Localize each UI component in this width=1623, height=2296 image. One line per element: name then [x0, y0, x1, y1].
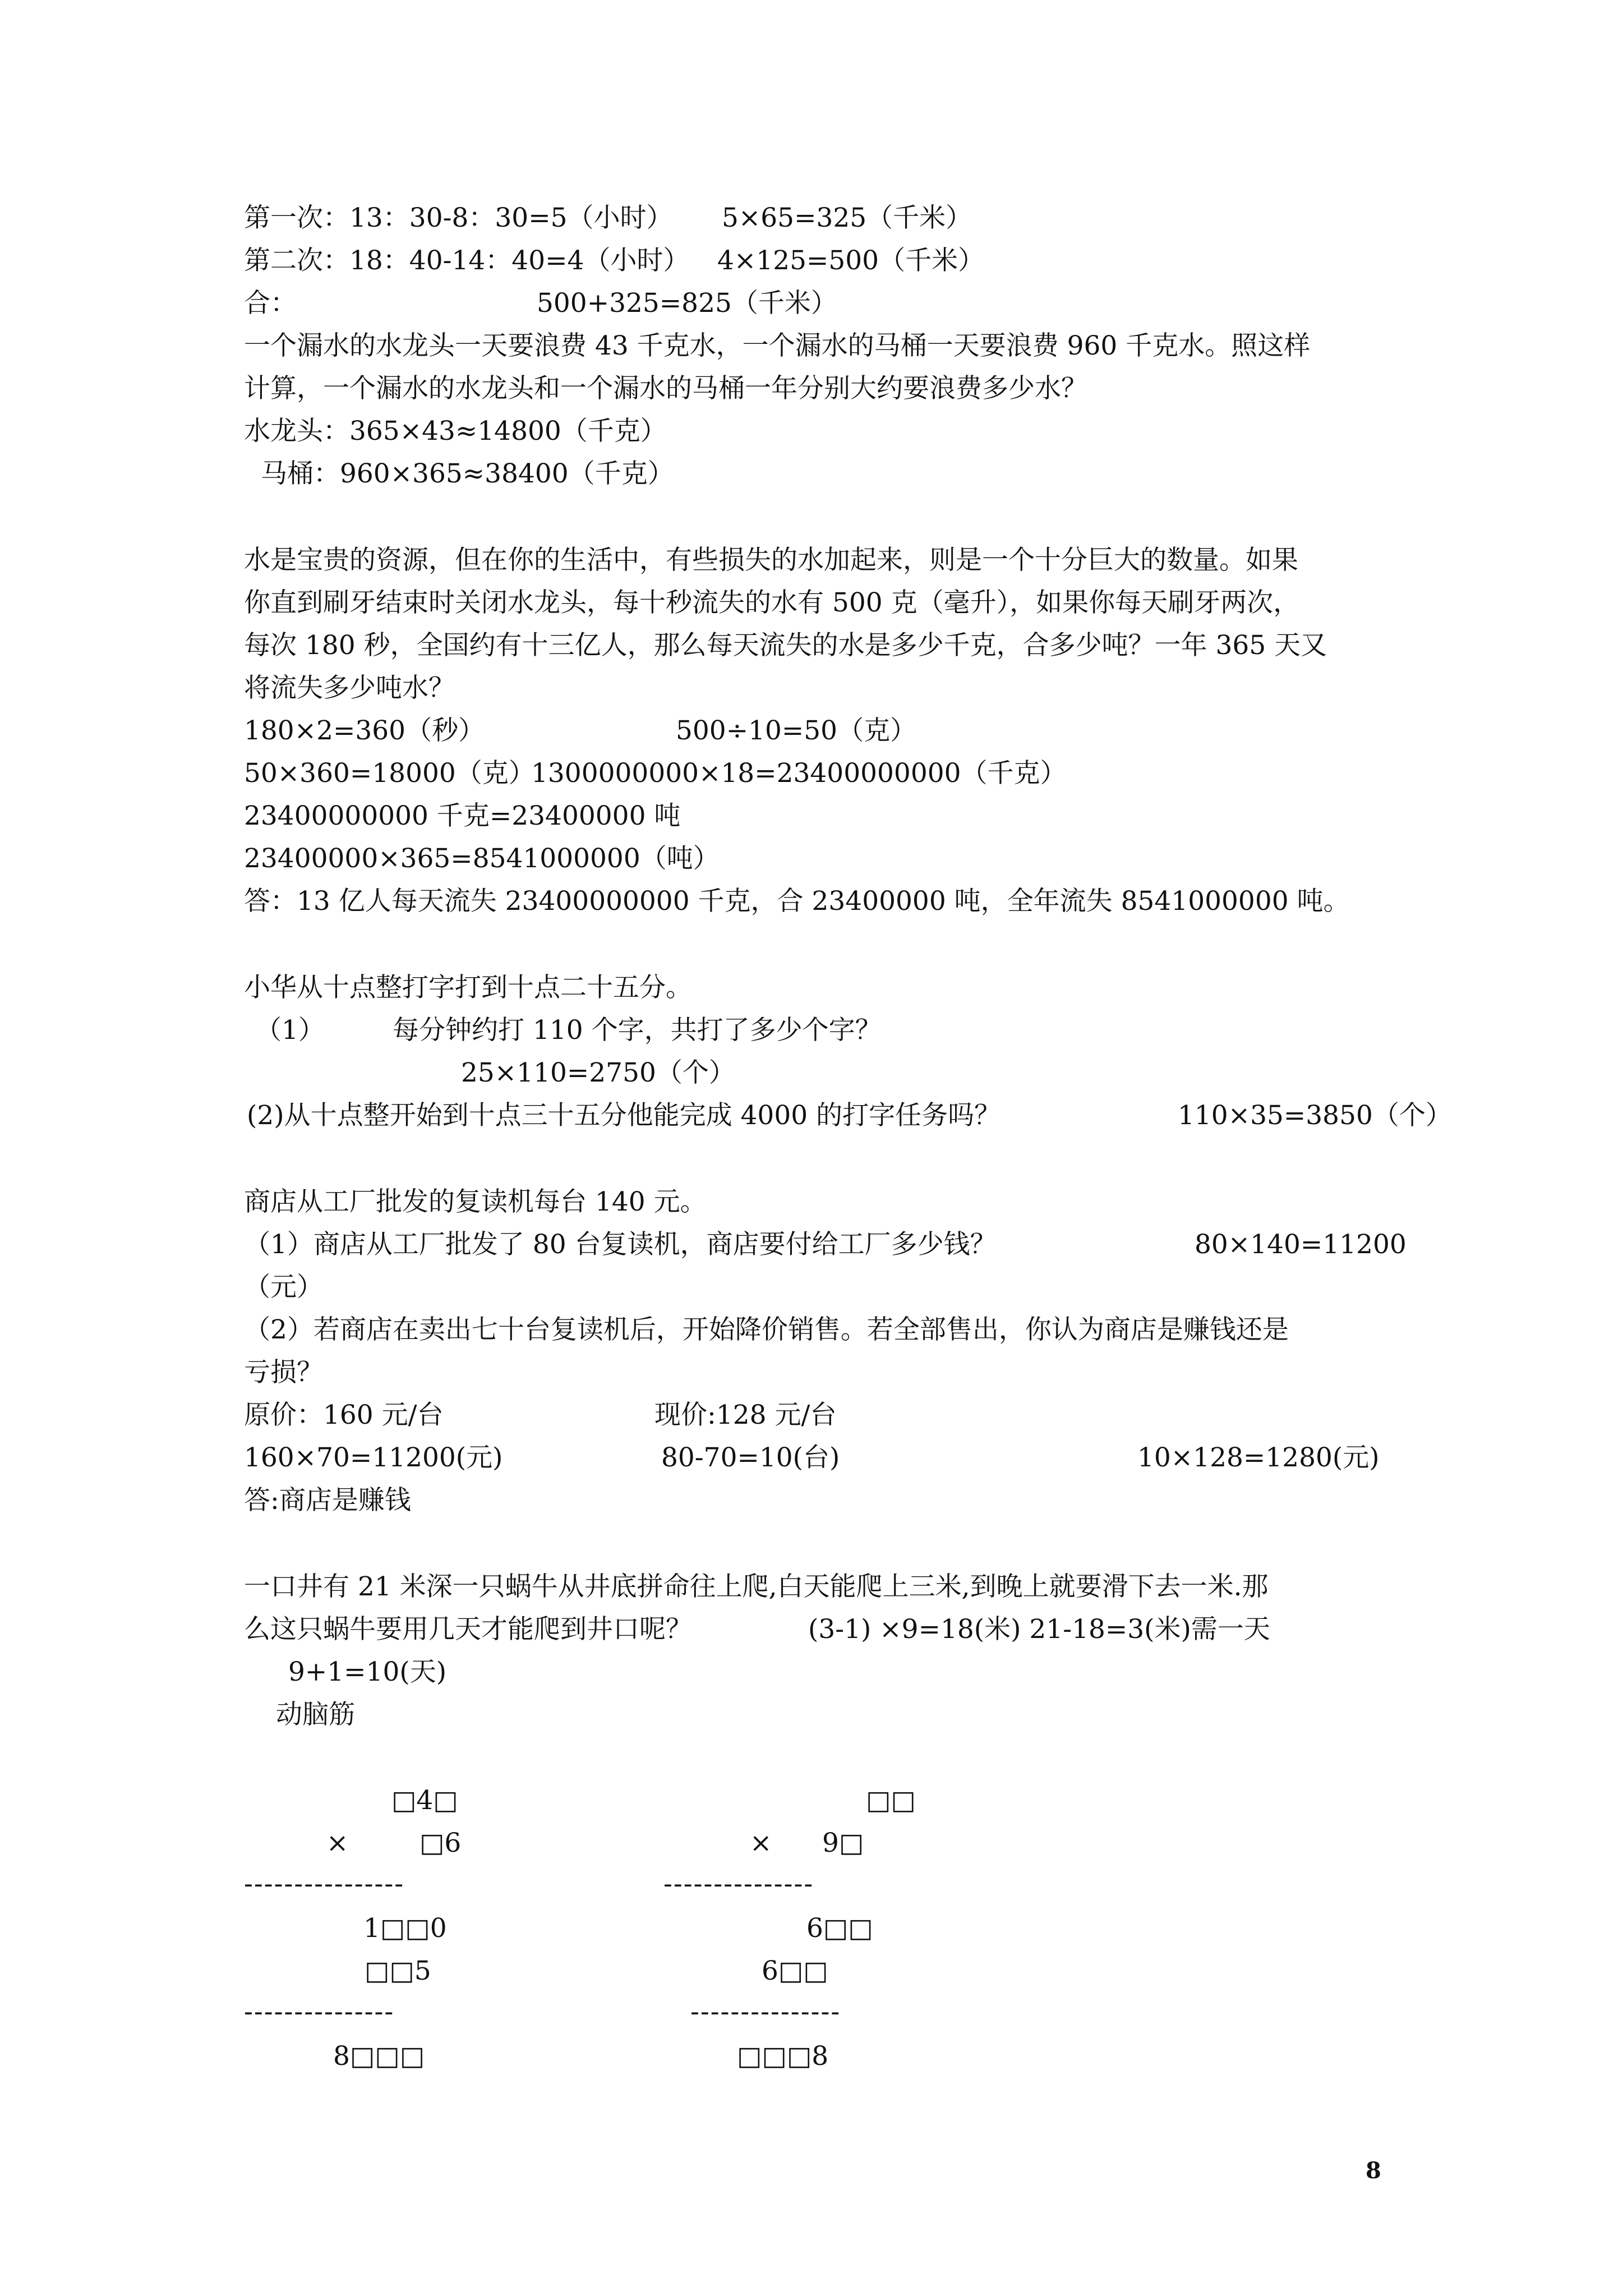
- puzzle-left-partial-1: 1□□0: [363, 1913, 447, 1944]
- puzzle-left-multiplier: □6: [419, 1828, 462, 1858]
- snail-calc: (3-1) ×9=18(米) 21-18=3(米)需一天: [808, 1614, 1270, 1645]
- trip-first-calc: 5×65=325（千米）: [722, 203, 972, 233]
- water-calc-grams-per-second: 500÷10=50（克）: [676, 715, 917, 746]
- water-question-line-1: 水是宝贵的资源，但在你的生活中，有些损失的水加起来，则是一个十分巨大的数量。如果: [244, 545, 1298, 576]
- water-question-line-2: 你直到刷牙结束时关闭水龙头，每十秒流失的水有 500 克（毫升），如果你每天刷牙两次，: [244, 587, 1300, 618]
- leak-question-line-1: 一个漏水的水龙头一天要浪费 43 千克水，一个漏水的马桶一天要浪费 960 千克水。照这样: [244, 330, 1311, 361]
- typing-q1-number: （1）: [255, 1015, 325, 1046]
- store-q1-text: （1）商店从工厂批发了 80 台复读机，商店要付给工厂多少钱？: [244, 1229, 997, 1260]
- trip-total-label: 合：: [244, 288, 297, 319]
- water-calc-tons: 23400000000 千克=23400000 吨: [244, 800, 681, 831]
- trip-second-calc: 4×125=500（千米）: [717, 245, 985, 276]
- leak-toilet-answer: 马桶：960×365≈38400（千克）: [261, 458, 674, 489]
- store-q1-unit: （元）: [244, 1272, 323, 1303]
- puzzle-right-multiplier: 9□: [822, 1828, 864, 1858]
- puzzle-right-product: □□□8: [737, 2041, 829, 2072]
- trip-first-line: 第一次：13：30-8：30=5（小时）: [244, 203, 673, 233]
- puzzle-title: 动脑筋: [276, 1699, 355, 1730]
- puzzle-left-multiplicand: □4□: [391, 1785, 458, 1816]
- snail-result: 9+1=10(天): [288, 1657, 447, 1687]
- water-calc-seconds: 180×2=360（秒）: [244, 715, 485, 746]
- snail-question-line-1: 一口井有 21 米深一只蜗牛从井底拼命往上爬,白天能爬上三米,到晚上就要滑下去一米.那: [244, 1571, 1269, 1602]
- snail-question-line-2: 么这只蜗牛要用几天才能爬到井口呢？: [244, 1614, 692, 1645]
- typing-q1-text: 每分钟约打 110 个字，共打了多少个字？: [393, 1015, 882, 1046]
- typing-q2-calc: 110×35=3850（个）: [1178, 1100, 1452, 1131]
- water-calc-national: 1300000000×18=23400000000（千克）: [531, 758, 1067, 789]
- water-calc-grams: 50×360=18000（克）: [244, 758, 535, 789]
- store-answer: 答:商店是赚钱: [244, 1485, 411, 1516]
- water-question-line-3: 每次 180 秒，全国约有十三亿人，那么每天流失的水是多少千克，合多少吨？一年 365 天又: [244, 630, 1327, 661]
- water-answer: 答：13 亿人每天流失 23400000000 千克，合 23400000 吨，全年流失 8541000000 吨。: [244, 886, 1350, 917]
- puzzle-left-times-sign: ×: [326, 1828, 349, 1858]
- store-q1-calc: 80×140=11200: [1195, 1229, 1407, 1260]
- puzzle-left-partial-2: □□5: [365, 1955, 431, 1986]
- puzzle-right-rule-2: ---------------: [690, 1996, 841, 2027]
- store-q2-line-1: （2）若商店在卖出七十台复读机后，开始降价销售。若全部售出，你认为商店是赚钱还是: [244, 1314, 1289, 1345]
- store-original-price: 原价：160 元/台: [244, 1400, 444, 1430]
- puzzle-right-partial-2: 6□□: [762, 1955, 828, 1986]
- store-intro: 商店从工厂批发的复读机每台 140 元。: [244, 1186, 707, 1217]
- store-calc-discount: 10×128=1280(元): [1137, 1442, 1380, 1473]
- typing-q2-text: (2)从十点整开始到十点三十五分他能完成 4000 的打字任务吗？: [247, 1100, 1001, 1131]
- store-calc-revenue: 160×70=11200(元): [244, 1442, 503, 1473]
- puzzle-left-rule-2: ---------------: [244, 1996, 395, 2027]
- store-calc-units: 80-70=10(台): [661, 1442, 840, 1473]
- leak-faucet-answer: 水龙头：365×43≈14800（千克）: [244, 416, 667, 447]
- water-question-line-4: 将流失多少吨水？: [244, 673, 455, 703]
- puzzle-right-partial-1: 6□□: [806, 1913, 873, 1944]
- typing-q1-calc: 25×110=2750（个）: [461, 1057, 735, 1088]
- puzzle-left-rule-1: ----------------: [244, 1869, 405, 1899]
- puzzle-right-rule-1: ---------------: [663, 1869, 814, 1899]
- water-calc-year: 23400000×365=8541000000（吨）: [244, 843, 720, 874]
- store-q2-line-2: 亏损？: [244, 1357, 323, 1388]
- puzzle-left-product: 8□□□: [333, 2041, 425, 2072]
- puzzle-right-times-sign: ×: [750, 1828, 772, 1858]
- puzzle-right-multiplicand: □□: [866, 1785, 916, 1816]
- trip-second-line: 第二次：18：40-14：40=4（小时）: [244, 245, 690, 276]
- trip-total-calc: 500+325=825（千米）: [537, 288, 837, 319]
- leak-question-line-2: 计算，一个漏水的水龙头和一个漏水的马桶一年分别大约要浪费多少水？: [244, 373, 1087, 404]
- typing-intro: 小华从十点整打字打到十点二十五分。: [244, 972, 692, 1003]
- page-number: 8: [1366, 2157, 1381, 2184]
- store-current-price: 现价:128 元/台: [654, 1400, 837, 1430]
